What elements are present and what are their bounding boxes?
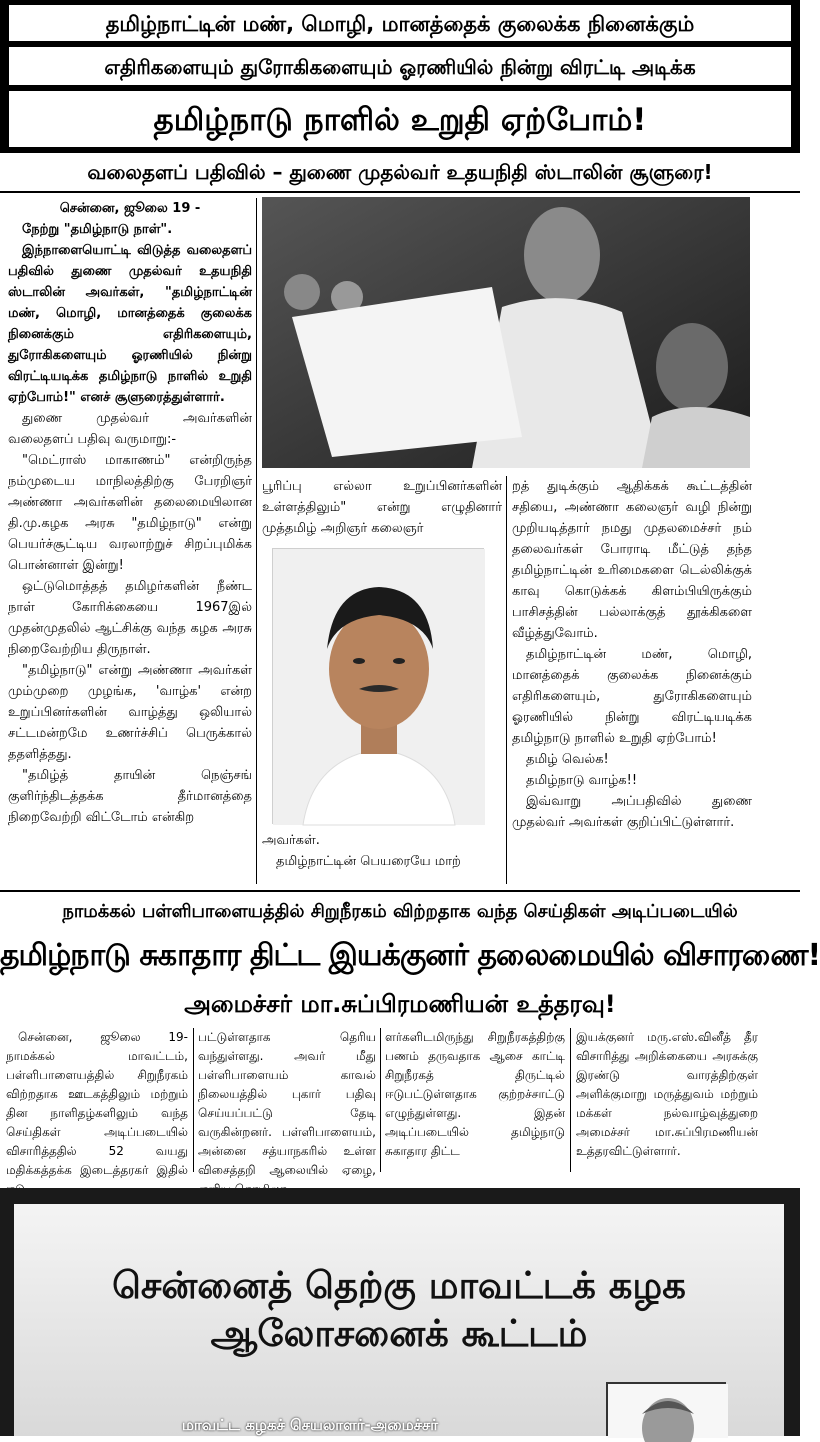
paragraph: ஒட்டுமொத்தத் தமிழர்களின் நீண்ட நாள் கோரிக்கையை 1967இல் முதன்முதலில் ஆட்சிக்கு வந்த கழக அரசு நிறைவேற்றிய திருநாள். — [8, 579, 252, 657]
paragraph: நேற்று "தமிழ்நாடு நாள்". — [22, 222, 173, 237]
story2-column-3 — [385, 1028, 565, 1172]
column-divider — [570, 1028, 571, 1172]
paragraph: துணை முதல்வர் அவர்களின் வலைதளப் பதிவு வருமாறு:- — [8, 411, 252, 447]
headline-line-1: தமிழ்நாட்டின் மண், மொழி, மானத்தைக் குலைக்க நினைக்கும் — [8, 4, 792, 42]
column-divider — [380, 1028, 381, 1172]
advertisement-portrait — [606, 1382, 726, 1436]
paragraph: "தமிழ்த் தாயின் நெஞ்சங் குளிர்ந்திடத்தக்க தீர்மானத்தை நிறைவேற்றி விட்டோம் என்கிற — [8, 768, 252, 825]
column-divider — [506, 476, 507, 884]
paragraph: இந்நாளையொட்டி விடுத்த வலைதளப் பதிவில் துணை முதல்வர் உதயநிதி ஸ்டாலின் அவர்கள், "தமிழ்நாட்டின் மண், மொழி, மானத்தைக் குலைக்க நினைக்கும் எதிரிகளையும், துரோகிகளையும் ஓரணியில் நின்று விரட்டியடிக்க தமிழ்நாடு நாளில் உறுதி ஏற்போம்!" எனச் சூளுரைத்துள்ளார். — [8, 243, 252, 405]
paragraph: தமிழ்நாட்டின் மண், மொழி, மானத்தைக் குலைக்க நினைக்கும் எதிரிகளையும், துரோகிகளையும் ஓரணியில் நின்று விரட்டியடிக்க தமிழ்நாடு நாளில் உறுதி ஏற்போம்! — [512, 647, 752, 746]
dateline: சென்னை, ஜூலை 19 - — [59, 201, 201, 216]
paragraph: தமிழ்நாடு வாழ்க!! — [526, 773, 638, 788]
paragraph: பட்டுள்ளதாக தெரிய வந்துள்ளது. அவர் மீது பள்ளிபாளையம் காவல் நிலையத்தில் புகார் பதிவு செய்யப்பட்டு தேடி வருகின்றனர். பள்ளிபாளையம், அன்னை சத்யாநகரில் உள்ள விசைத்தறி ஆலையில் ஏழை, — [198, 1030, 376, 1177]
story2-subheadline: அமைச்சர் மா.சுப்பிரமணியன் உத்தரவு! — [184, 990, 616, 1018]
paragraph: தமிழ்நாட்டின் பெயரையே மாற் — [276, 854, 461, 869]
paragraph: "மெட்ராஸ் மாகாணம்" என்றிருந்த நம்முடைய மாநிலத்திற்கு பேரறிஞர் அண்ணா அவர்களின் தலைமையிலான தி.மு.கழக அரசு "தமிழ்நாடு" என்று பெயர்ச்சூட்டிய வரலாற்றுச் சிறப்புமிக்க பொன்னாள் இன்று! — [8, 453, 252, 573]
story1-column-1 — [8, 198, 252, 884]
headline-main: தமிழ்நாடு நாளில் உறுதி ஏற்போம்! — [8, 90, 792, 148]
story2-kicker: நாமக்கல் பள்ளிபாளையத்தில் சிறுநீரகம் விற்றதாக வந்த செய்திகள் அடிப்படையில் — [62, 901, 738, 922]
section-divider — [0, 890, 800, 892]
story2-headline: தமிழ்நாடு சுகாதார திட்ட இயக்குனர் தலைமையில் விசாரணை! — [0, 938, 820, 973]
column-divider — [256, 198, 257, 884]
headline-line-2: எதிரிகளையும் துரோகிகளையும் ஓரணியில் நின்று விரட்டி அடிக்க — [8, 46, 792, 86]
story1-column-2-bottom — [262, 830, 502, 884]
subheadline: வலைதளப் பதிவில் – துணை முதல்வர் உதயநிதி ஸ்டாலின் சூளுரை! — [0, 151, 800, 193]
advertisement-title-line-2: ஆலோசனைக் கூட்டம் — [210, 1312, 588, 1355]
paragraph: தமிழ் வெல்க! — [526, 752, 609, 767]
advertisement-title-line-1: சென்னைத் தெற்கு மாவட்டக் கழக — [112, 1264, 686, 1307]
paragraph: பூரிப்பு எல்லா உறுப்பினர்களின் உள்ளத்திலும்" என்று எழுதினார் முத்தமிழ் அறிஞர் கலைஞர் — [262, 479, 502, 536]
advertisement-footer: மாவட்ட கழகச் செயலாளர்-அமைச்சர் — [181, 1416, 439, 1434]
story1-column-2-top — [262, 476, 502, 542]
paragraph: இவ்வாறு அப்பதிவில் துணை முதல்வர் அவர்கள் குறிப்பிட்டுள்ளார். — [512, 794, 752, 830]
paragraph: "தமிழ்நாடு" என்று அண்ணா அவர்கள் மும்முறை முழங்க, 'வாழ்க' என்ற உறுப்பினர்களின் வாழ்த்து ஒலியால் சட்டமன்றமே உணர்ச்சிப் பெருக்கால் ததளித்தது. — [8, 663, 252, 762]
column-divider — [193, 1028, 194, 1172]
story2-column-2 — [198, 1028, 376, 1177]
story2-column-4 — [576, 1028, 758, 1172]
paragraph: றத் துடிக்கும் ஆதிக்கக் கூட்டத்தின் சதியை, அண்ணா கலைஞர் வழி நின்று முறியடித்தார் நமது முதலமைச்சர் நம் தலைவர்கள் போராடி மீட்டுத் தந்த தமிழ்நாட்டின் உரிமைகளை டெல்லிக்குக் காவு கொடுக்கக் கிளம்பியிருக்கும் பாசிசத்தின் பல்லாக்குத் தூக்கிகளை வீழ்த்துவோம். — [512, 479, 752, 641]
advertisement-title — [14, 1262, 784, 1358]
story2-column-1 — [6, 1028, 188, 1177]
paragraph: சென்னை, ஜூலை 19- நாமக்கல் மாவட்டம், பள்ளிபாளையத்தில் சிறுநீரகம் விற்றதாக ஊடகத்திலும் மற்றும் தின நாளிதழ்களிலும் வந்த செய்திகள் அடிப்படையில் விசாரித்ததில் 52 வயது மதிக்கத்தக்க இடைத்தரகர் இதில் — [6, 1030, 188, 1177]
archival-photo — [262, 197, 750, 468]
portrait-photo — [272, 548, 484, 824]
paragraph: அவர்கள். — [262, 833, 320, 848]
portrait-drawing — [273, 549, 485, 825]
paragraph: ளர்களிடமிருந்து சிறுநீரகத்திற்கு பணம் தருவதாக ஆசை காட்டி சிறுநீரகத் திருட்டில் ஈடுபட்டுள்ளதாக குற்றச்சாட்டு எழுந்துள்ளது. இதன் அடிப்படையில் தமிழ்நாடு சுகாதார திட்ட — [385, 1030, 565, 1158]
archival-photo-drawing — [262, 197, 750, 468]
advertisement-portrait-drawing — [608, 1384, 728, 1438]
paragraph: இயக்குனர் மரு.எஸ்.வினீத் தீர விசாரித்து அறிக்கையை அரசுக்கு இரண்டு வாரத்திற்குள் அளிக்குமாறு மருத்துவம் மற்றும் மக்கள் நல்வாழ்வுத்துறை அமைச்சர் மா.சுப்பிரமணியன் உத்தரவிட்டுள்ளார். — [576, 1030, 758, 1158]
story1-column-3 — [512, 476, 752, 884]
